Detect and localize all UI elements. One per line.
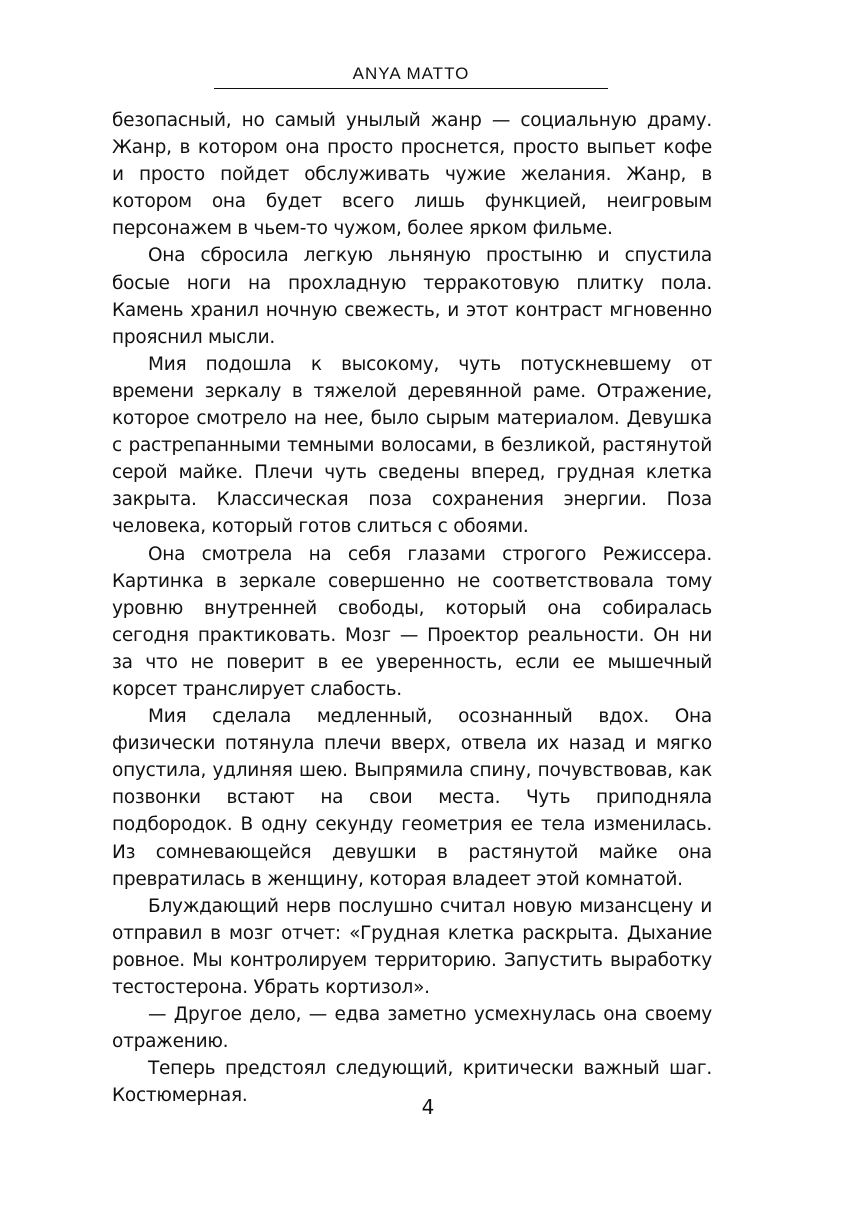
header-divider — [214, 88, 608, 89]
paragraph: Она смотрела на себя глазами строгого Режиссера. Картинка в зеркале совершенно не соответствовала тому уровню внутренней свободы, который она собиралась сегодня практиковать. Мозг — Проектор реальности. Он ни за что не поверит в ее уверенность, если ее мышечный корсет транслирует слабость. — [112, 543, 712, 700]
paragraph: Она сбросила легкую льняную простыню и спустила босые ноги на прохладную терракотовую плитку пола. Камень хранил ночную свежесть, и этот контраст мгновенно прояснил мысли. — [112, 245, 712, 348]
page-number: 4 — [421, 1095, 435, 1119]
header-author-name: ANYA MATTO — [352, 64, 470, 83]
paragraph: Блуждающий нерв послушно считал новую мизансцену и отправил в мозг отчет: «Грудная клетка раскрыта. Дыхание ровное. Мы контролируем территорию. Запустить выработку тестостерона. Убрать кортизол». — [112, 895, 712, 998]
paragraph: Мия сделала медленный, осознанный вдох. Она физически потянула плечи вверх, отвела их назад и мягко опустила, удлиняя шею. Выпрямила спину, почувствовав, как позвонки встают на свои места. Чуть приподняла подбородок. В одну секунду геометрия ее тела изменилась. Из сомневающейся девушки в растянутой майке она превратилась в женщину, которая владеет этой комнатой. — [112, 706, 712, 890]
paragraph: — Другое дело, — едва заметно усмехнулась она своему отражению. — [112, 1004, 712, 1053]
paragraph: безопасный, но самый унылый жанр — социальную драму. Жанр, в котором она просто проснется, просто выпьет кофе и просто пойдет обслуживать чужие желания. Жанр, в котором она будет всего лишь функцией, неигровым персонажем в чьем-то чужом, более ярком фильме. — [112, 110, 712, 240]
running-header — [214, 62, 608, 89]
paragraph: Мия подошла к высокому, чуть потускневшему от времени зеркалу в тяжелой деревянной раме. Отражение, которое смотрело на нее, было сырым материалом. Девушка с растрепанными темными волосами, в безликой, растянутой серой майке. Плечи чуть сведены вперед, грудная клетка закрыта. Классическая поза сохранения энергии. Поза человека, который готов слиться с обоями. — [112, 353, 712, 538]
page-body — [112, 107, 712, 1109]
paragraph: Теперь предстоял следующий, критически важный шаг. Костюмерная. — [112, 1058, 712, 1107]
